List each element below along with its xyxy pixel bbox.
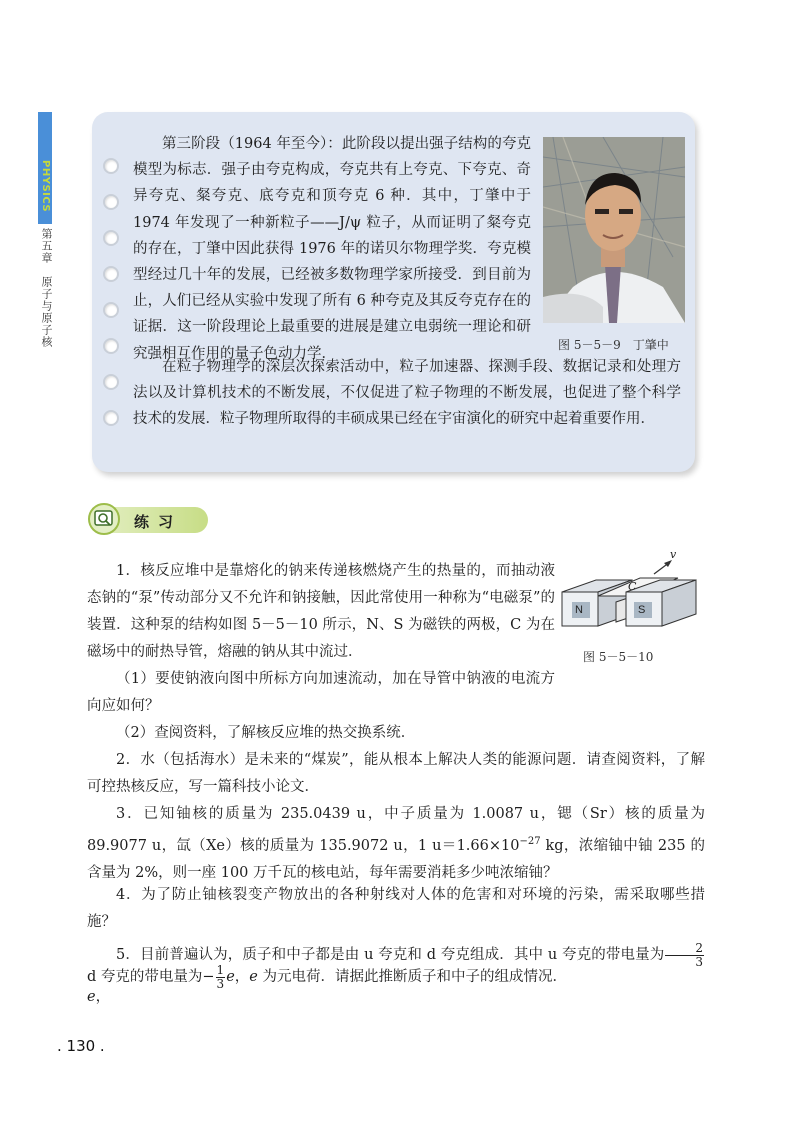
question-5-comma-2: ， xyxy=(234,969,250,985)
label-s: S xyxy=(638,604,646,616)
reading-paragraph-1: 第三阶段（1964 年至今）：此阶段以提出强子结构的夸克模型为标志．强子由夸克构成，夸克共有上夸克、下夸克、奇异夸克、粲夸克、底夸克和顶夸克 6 种．其中，丁肇中于 1974 年发现了一种新粒子——J/ψ 粒子，从而证明了粲夸克的存在，丁肇中因此获得 1976 年的诺贝尔物理学奖．夸克模型经过几十年的发展，已经被多数物理学家所接受．到目前为止，人们已经从实验中发现了所有 6 种夸克及其反夸克存在的证据．这一阶段理论上最重要的进展是建立电弱统一理论和研究强相互作用的量子色动力学． xyxy=(133,136,531,362)
binder-hole-icon xyxy=(103,230,119,246)
portrait-photo xyxy=(543,137,685,323)
exercise-title: 练习 xyxy=(134,513,183,531)
exercise-header xyxy=(88,503,200,537)
label-c: C xyxy=(628,580,637,593)
figure-caption: 图 5－5－10 xyxy=(583,650,654,664)
fraction-one-third: $\frac{1}{3}$ xyxy=(216,962,225,991)
question-5-text-b: d 夸克的带电量为 xyxy=(87,969,203,985)
reading-paragraph-2: 在粒子物理学的深层次探索活动中，粒子加速器、探测手段、数据记录和处理方法以及计算机技术的不断发展，不仅促进了粒子物理的不断发展，也促进了整个科学技术的发展．粒子物理所取得的丰硕成果已经在宇宙演化的研究中起着重要作用． xyxy=(133,359,681,428)
binder-hole-icon xyxy=(103,194,119,210)
symbol-e: e xyxy=(249,969,258,985)
question-5-text-c: 为元电荷．请据此推断质子和中子的组成情况． xyxy=(257,969,567,985)
binder-hole-icon xyxy=(103,410,119,426)
binder-hole-icon xyxy=(103,338,119,354)
chapter-label: 第五章 原子与原子核 xyxy=(40,228,53,348)
fraction-two-thirds: $\frac{2}{3}$ xyxy=(665,942,704,969)
minus-sign: − xyxy=(202,969,215,985)
binder-holes xyxy=(103,158,127,448)
question-2: 2．水（包括海水）是未来的“煤炭”，能从根本上解决人类的能源问题．请查阅资料，了解可控热核反应，写一篇科技小论文． xyxy=(87,752,705,795)
electromagnetic-pump-figure xyxy=(558,548,708,644)
page-number: . 130 . xyxy=(57,1037,105,1055)
photo-caption: 图 5－5－9 丁肇中 xyxy=(558,338,669,352)
question-3 xyxy=(87,801,705,887)
question-1-part-2: （2）查阅资料，了解核反应堆的热交换系统． xyxy=(116,725,416,741)
question-5-text-a: 5．目前普遍认为，质子和中子都是由 u 夸克和 d 夸克组成．其中 u 夸克的带电量为 xyxy=(116,947,665,963)
binder-hole-icon xyxy=(103,374,119,390)
exercise-magnifier-icon xyxy=(88,503,120,535)
question-3-text-b: kg，浓缩铀中铀 235 的含量为 2%，则一座 100 万千瓦的核电站，每年需要消耗多少吨浓缩铀？ xyxy=(87,837,705,881)
binder-hole-icon xyxy=(103,266,119,282)
question-3-exponent: −27 xyxy=(519,836,541,847)
symbol-e: e xyxy=(87,989,96,1005)
binder-hole-icon xyxy=(103,158,119,174)
question-4: 4．为了防止铀核裂变产物放出的各种射线对人体的危害和对环境的污染，需采取哪些措施？ xyxy=(87,887,705,930)
label-n: N xyxy=(575,604,583,616)
binder-hole-icon xyxy=(103,302,119,318)
question-5-line-2 xyxy=(87,956,705,998)
question-3-text-a: 3．已知铀核的质量为 235.0439 u，中子质量为 1.0087 u，锶（Sr）核的质量为 89.9077 u，氙（Xe）核的质量为 135.9072 u，1 u＝1.66×10 xyxy=(87,806,705,854)
physics-label: PHYSICS xyxy=(40,160,51,213)
question-1-part-1: （1）要使钠液向图中所标方向加速流动，加在导管中钠液的电流方向应如何？ xyxy=(87,671,555,714)
question-1: 1．核反应堆中是靠熔化的钠来传递核燃烧产生的热量的，而抽动液态钠的“泵”传动部分又不允许和钠接触，因此常使用一种称为“电磁泵”的装置．这种泵的结构如图 5－5－10 所示，N、S 为磁铁的两极，C 为在磁场中的耐热导管，熔融的钠从其中流过． xyxy=(87,563,555,660)
question-5-comma: ， xyxy=(95,989,111,1005)
symbol-e: e xyxy=(226,969,235,985)
label-v: v xyxy=(670,548,677,561)
